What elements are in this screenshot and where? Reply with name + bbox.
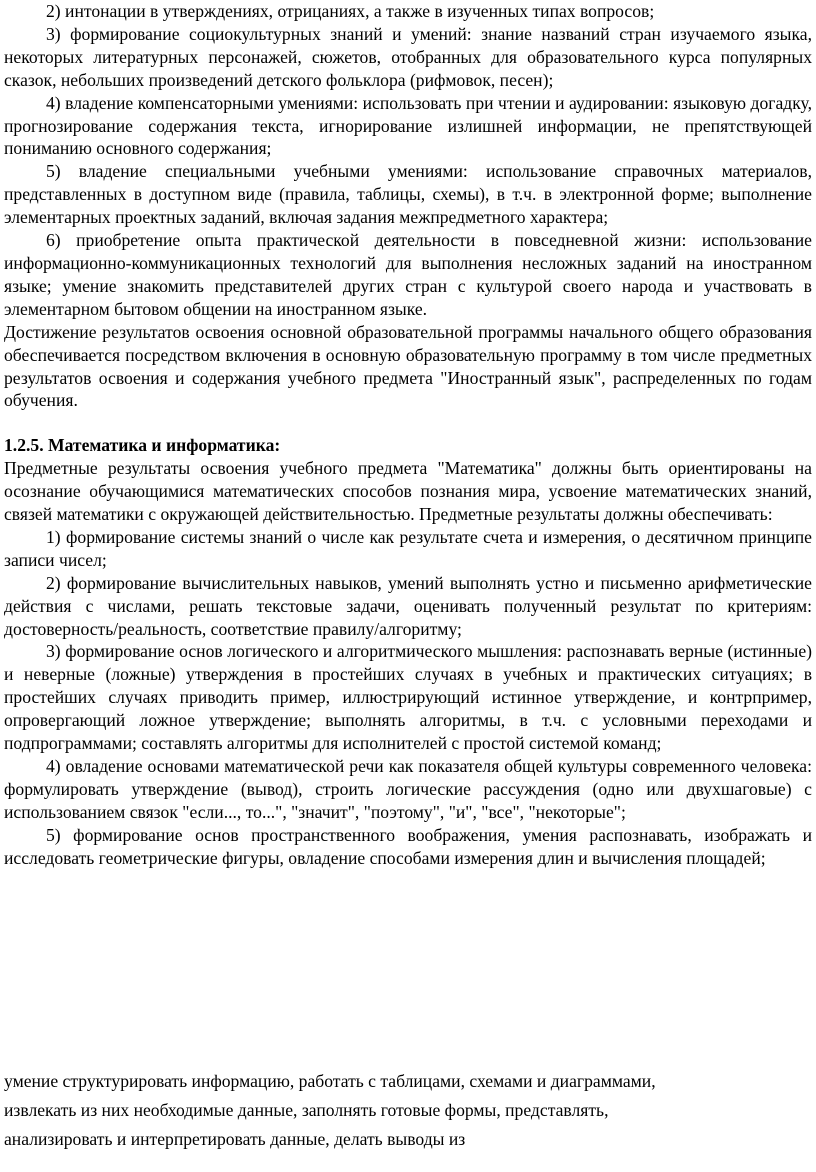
spacer bbox=[4, 412, 812, 434]
paragraph-item-3: 3) формирование социокультурных знаний и умений: знание названий стран изучаемого языка, некоторых литературных персонажей, сюжетов, отобранных для образовательного курса популярных сказок, небольших произведений детского фольклора (рифмовок, песен); bbox=[4, 23, 812, 90]
paragraph-item-4: 4) владение компенсаторными умениями: использовать при чтении и аудировании: языковую догадку, прогнозирование содержания текста, игнорирование излишней информации, не препятствующей пониманию основного содержания; bbox=[4, 92, 812, 159]
trailing-line-3: анализировать и интерпретировать данные, делать выводы из bbox=[4, 1129, 466, 1149]
summary-paragraph: Достижение результатов освоения основной образовательной программы начального общего образования обеспечивается посредством включения в основную образовательную программу в том числе предметных результатов освоения и содержания учебного предмета "Иностранный язык", распределенных по годам обучения. bbox=[4, 321, 812, 411]
section-item-3: 3) формирование основ логического и алгоритмического мышления: распознавать верные (истинные) и неверные (ложные) утверждения в простейших случаях в учебных и практических ситуациях; в простейших случаях приводить пример, иллюстрирующий истинное утверждение, и контрпример, опровергающий ложное утверждение; выполнять алгоритмы, в т.ч. с условными переходами и подпрограммами; составлять алгоритмы для исполнителей с простой системой команд; bbox=[4, 641, 812, 754]
trailing-line-1: умение структурировать информацию, работать с таблицами, схемами и диаграммами, bbox=[4, 1071, 656, 1091]
document-page bbox=[4, 0, 812, 870]
section-item-2: 2) формирование вычислительных навыков, умений выполнять устно и письменно арифметические действия с числами, решать текстовые задачи, оценивать полученный результат по критериям: достоверность/реальность, соответствие правилу/алгоритму; bbox=[4, 572, 812, 639]
section-intro: Предметные результаты освоения учебного предмета "Математика" должны быть ориентированы на осознание обучающимися математических способов познания мира, усвоение математических знаний, связей математики с окружающей действительностью. Предметные результаты должны обеспечивать: bbox=[4, 458, 812, 525]
trailing-line-2: извлекать из них необходимые данные, заполнять готовые формы, представлять, bbox=[4, 1100, 609, 1120]
section-item-5: 5) формирование основ пространственного воображения, умения распознавать, изображать и исследовать геометрические фигуры, овладение способами измерения длин и вычисления площадей; bbox=[4, 824, 812, 868]
paragraph-item-5: 5) владение специальными учебными умениями: использование справочных материалов, представленных в доступном виде (правила, таблицы, схемы), в т.ч. в электронной форме; выполнение элементарных проектных заданий, включая задания межпредметного характера; bbox=[4, 161, 812, 228]
section-heading: 1.2.5. Математика и информатика: bbox=[4, 435, 281, 456]
paragraph-item-2: 2) интонации в утверждениях, отрицаниях, а также в изученных типах вопросов; bbox=[46, 1, 655, 21]
section-item-1: 1) формирование системы знаний о числе как результате счета и измерения, о десятичном принципе записи чисел; bbox=[4, 526, 812, 570]
section-item-4: 4) овладение основами математической речи как показателя общей культуры современного человека: формулировать утверждение (вывод), строить логические рассуждения (одно или двухшаговые) с использованием связок "если..., то...", "значит", "поэтому", "и", "все", "некоторые"; bbox=[4, 756, 812, 822]
paragraph-item-6: 6) приобретение опыта практической деятельности в повседневной жизни: использование информационно-коммуникационных технологий для выполнения несложных заданий на иностранном языке; умение знакомить представителей других стран с культурой своего народа и участвовать в элементарном бытовом общении на иностранном языке. bbox=[4, 230, 812, 319]
